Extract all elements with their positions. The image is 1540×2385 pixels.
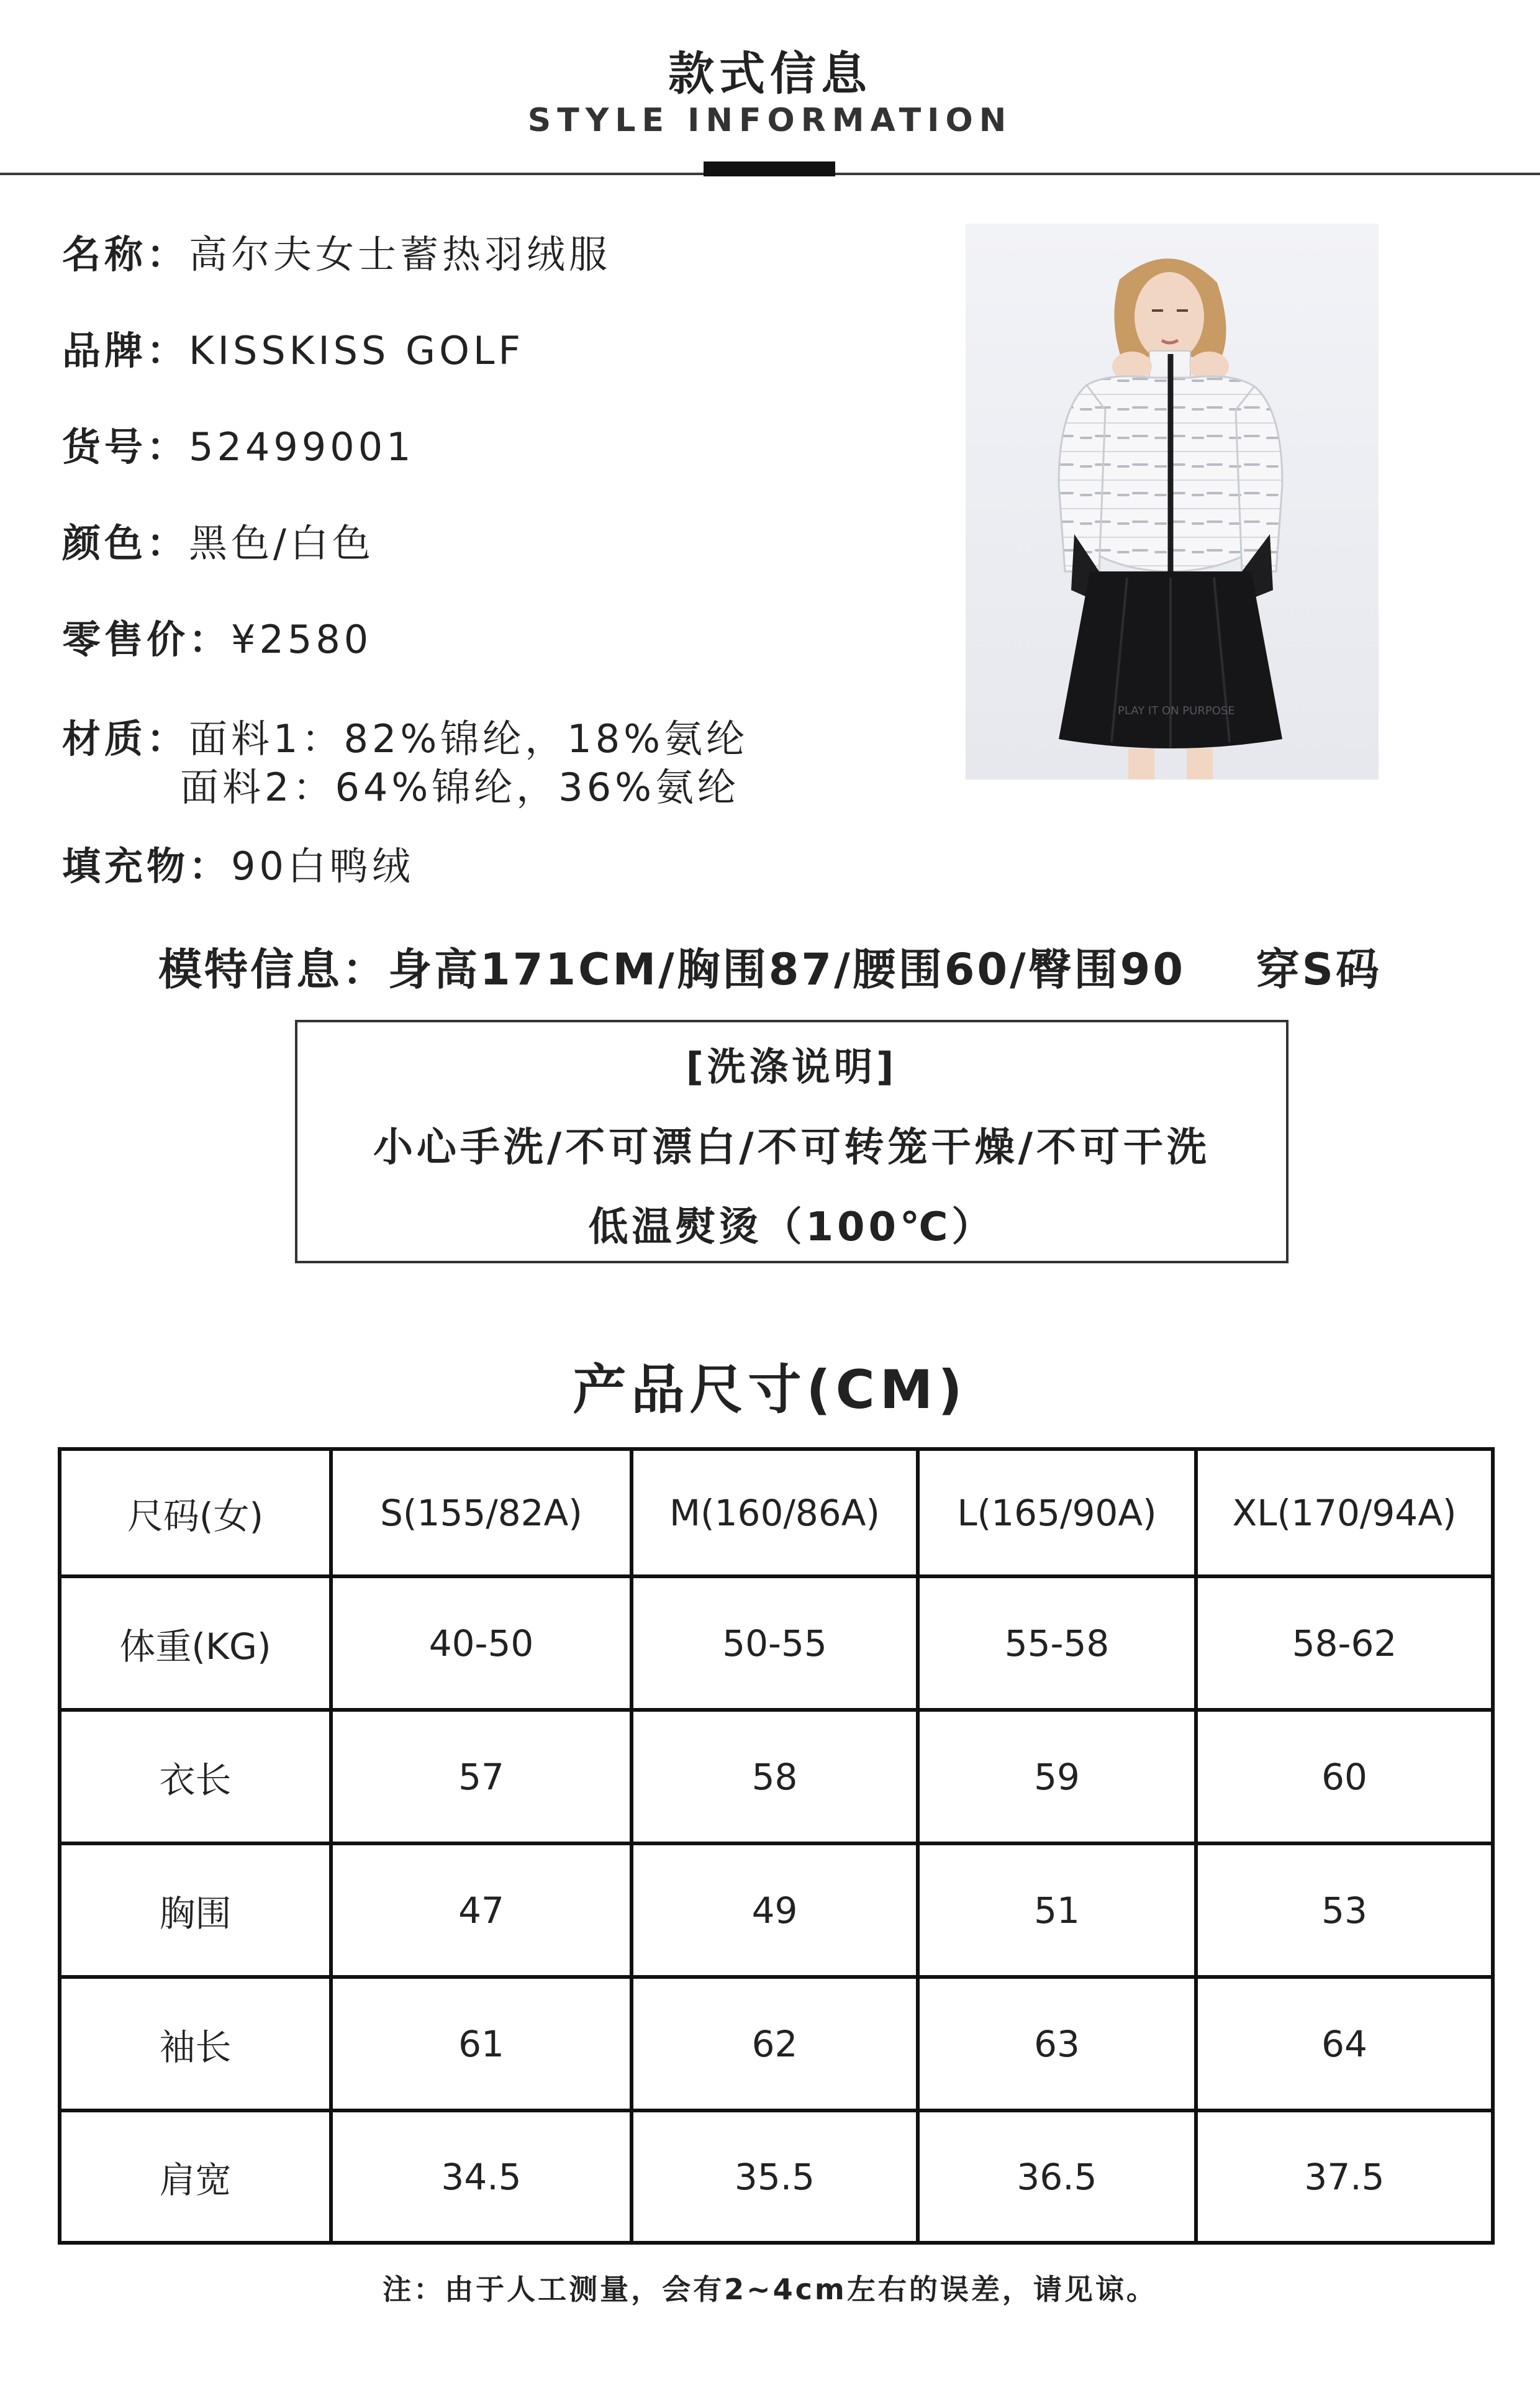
table-cell: 34.5 xyxy=(331,2110,632,2243)
wash-line-1: 小心手洗/不可漂白/不可转笼干燥/不可干洗 xyxy=(373,1125,1211,1171)
info-filling-value: 90白鸭绒 xyxy=(231,843,414,889)
table-header-cell: M(160/86A) xyxy=(632,1449,918,1576)
wash-instructions-box xyxy=(295,1020,1289,1263)
info-filling xyxy=(62,835,414,891)
info-brand xyxy=(62,320,524,375)
table-header-cell: 尺码(女) xyxy=(60,1449,331,1576)
table-cell: 49 xyxy=(632,1843,918,1977)
table-header-row xyxy=(60,1449,1493,1576)
table-cell: 64 xyxy=(1196,1977,1493,2110)
table-row xyxy=(60,1576,1493,1710)
table-cell: 58 xyxy=(632,1710,918,1843)
size-table xyxy=(58,1447,1495,2245)
table-cell: 59 xyxy=(918,1710,1196,1843)
info-color-label: 颜色： xyxy=(62,520,189,566)
table-row xyxy=(60,1843,1493,1977)
table-row-label: 胸围 xyxy=(60,1843,331,1977)
measurement-note: 注：由于人工测量，会有2~4cm左右的误差，请见谅。 xyxy=(383,2273,1157,2306)
table-header-cell: S(155/82A) xyxy=(331,1449,632,1576)
table-cell: 50-55 xyxy=(632,1576,918,1710)
table-cell: 61 xyxy=(331,1977,632,2110)
section-title-cn: 款式信息 xyxy=(668,47,872,101)
info-color-value: 黑色/白色 xyxy=(189,520,374,566)
table-cell: 36.5 xyxy=(918,2110,1196,2243)
info-material-line1: 面料1：82%锦纶，18%氨纶 xyxy=(189,716,749,761)
section-header xyxy=(0,0,1540,186)
table-row xyxy=(60,1710,1493,1843)
info-name-label: 名称： xyxy=(62,232,189,277)
model-info: 模特信息：身高171CM/胸围87/腰围60/臀围90 穿S码 xyxy=(158,944,1382,995)
table-row-label: 衣长 xyxy=(60,1710,331,1843)
table-cell: 51 xyxy=(918,1843,1196,1977)
info-sku-value: 52499001 xyxy=(189,424,415,470)
table-row-label: 体重(KG) xyxy=(60,1576,331,1710)
table-cell: 63 xyxy=(918,1977,1196,2110)
table-cell: 40-50 xyxy=(331,1576,632,1710)
info-brand-label: 品牌： xyxy=(62,328,189,373)
table-cell: 37.5 xyxy=(1196,2110,1493,2243)
table-cell: 58-62 xyxy=(1196,1576,1493,1710)
info-material xyxy=(62,708,748,763)
info-material-label: 材质： xyxy=(62,716,189,761)
info-filling-label: 填充物： xyxy=(62,843,232,889)
info-price-value: ¥2580 xyxy=(231,617,373,662)
table-cell: 53 xyxy=(1196,1843,1493,1977)
wash-line-2: 低温熨烫（100℃） xyxy=(588,1204,995,1250)
table-row xyxy=(60,2110,1493,2243)
skirt-print-text: PLAY IT ON PURPOSE xyxy=(1118,704,1235,717)
table-cell: 62 xyxy=(632,1977,918,2110)
header-divider-accent xyxy=(704,161,835,176)
size-chart-title: 产品尺寸(CM) xyxy=(573,1359,967,1421)
model-illustration xyxy=(966,224,1379,779)
info-material-line2: 面料2：64%锦纶，36%氨纶 xyxy=(180,765,740,810)
table-row-label: 肩宽 xyxy=(60,2110,331,2243)
info-sku xyxy=(62,416,415,471)
section-title-en: STYLE INFORMATION xyxy=(527,102,1013,139)
info-brand-value: KISSKISS GOLF xyxy=(189,328,525,373)
info-color xyxy=(62,512,374,568)
table-cell: 35.5 xyxy=(632,2110,918,2243)
table-cell: 47 xyxy=(331,1843,632,1977)
table-header-cell: L(165/90A) xyxy=(918,1449,1196,1576)
table-cell: 55-58 xyxy=(918,1576,1196,1710)
info-sku-label: 货号： xyxy=(62,424,189,470)
table-row xyxy=(60,1977,1493,2110)
info-material-2 xyxy=(180,756,740,812)
table-row-label: 袖长 xyxy=(60,1977,331,2110)
info-price-label: 零售价： xyxy=(62,617,232,662)
wash-title: [洗涤说明] xyxy=(686,1044,898,1089)
info-name-value: 高尔夫女士蓄热羽绒服 xyxy=(189,232,612,277)
table-cell: 57 xyxy=(331,1710,632,1843)
table-header-cell: XL(170/94A) xyxy=(1196,1449,1493,1576)
info-price xyxy=(62,609,372,664)
product-photo xyxy=(966,224,1379,779)
table-cell: 60 xyxy=(1196,1710,1493,1843)
info-name xyxy=(62,224,611,279)
